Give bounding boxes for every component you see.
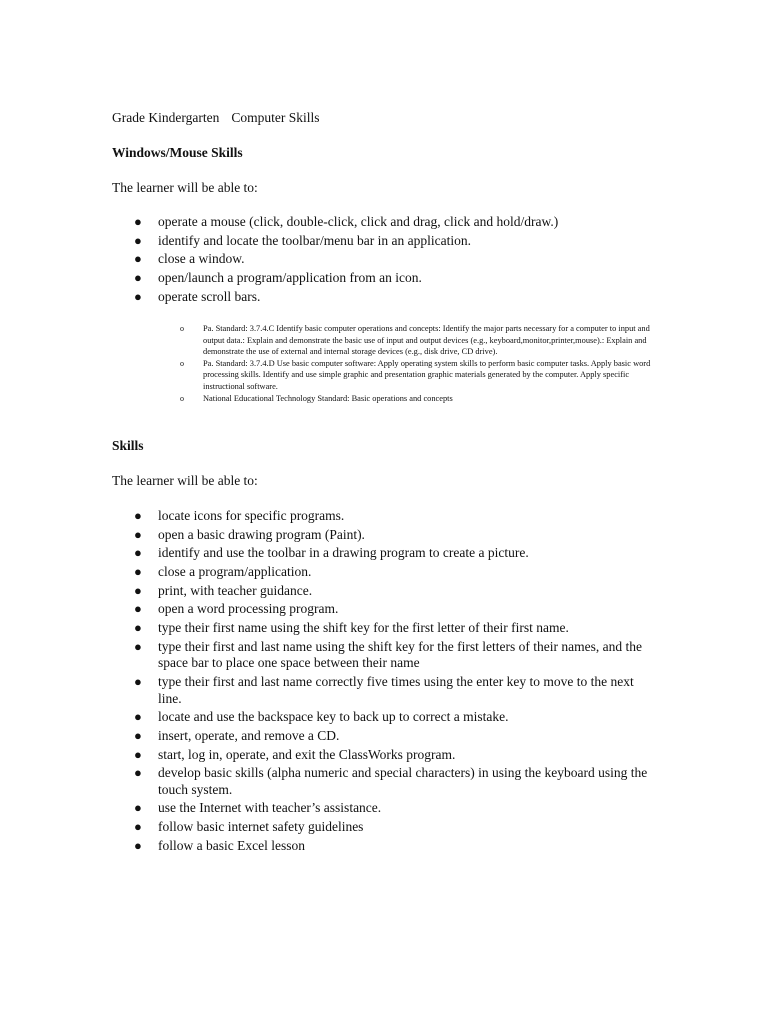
standard-item: o National Educational Technology Standard: Basic operations and concepts bbox=[180, 393, 453, 403]
bullet-icon: ● bbox=[134, 709, 142, 725]
circle-bullet-icon: o bbox=[180, 324, 184, 333]
list-item: ● identify and locate the toolbar/menu bar in an application. bbox=[134, 232, 472, 248]
standards-list bbox=[180, 323, 660, 404]
bullet-icon: ● bbox=[134, 746, 142, 762]
list-item: ● operate a mouse (click, double-click, click and drag, click and hold/draw.) bbox=[134, 214, 559, 229]
list-item: ● open a word processing program. bbox=[134, 601, 339, 617]
standard-item: o Pa. Standard: 3.7.4.C Identify basic computer operations and concepts: Identify the major parts necessary for a computer to input and output data.: Explain and demonstrate the basic use of input and output devices (e.g., keyboard,monitor,printer,mouse).: Explain and demonstrate the use of external and internal storage devices (e.g., disk drive, CD drive). bbox=[180, 324, 650, 357]
list-item: ● start, log in, operate, and exit the ClassWorks program. bbox=[134, 746, 456, 762]
skills-list bbox=[112, 508, 652, 857]
list-item: ● locate icons for specific programs. bbox=[134, 508, 345, 523]
bullet-icon: ● bbox=[134, 564, 142, 580]
bullet-icon: ● bbox=[134, 837, 142, 853]
list-item: ● use the Internet with teacher’s assistance. bbox=[134, 800, 382, 816]
bullet-icon: ● bbox=[134, 270, 142, 286]
bullet-icon: ● bbox=[134, 526, 142, 542]
windows-mouse-skills-list bbox=[112, 214, 652, 307]
standard-item: o Pa. Standard: 3.7.4.D Use basic computer software: Apply operating system skills to perform basic computer tasks. Apply basic word processing skills. Identify and use simple graphic and presentation graphic materials generated by the computer. Apply specific instructional software. bbox=[180, 358, 651, 391]
list-item: ● type their first and last name correctly five times using the enter key to move to the next line. bbox=[134, 674, 634, 706]
bullet-icon: ● bbox=[134, 601, 142, 617]
bullet-icon: ● bbox=[134, 251, 142, 267]
list-item: ● type their first name using the shift key for the first letter of their first name. bbox=[134, 620, 569, 636]
bullet-icon: ● bbox=[134, 582, 142, 598]
bullet-icon: ● bbox=[134, 620, 142, 636]
bullet-icon: ● bbox=[134, 214, 142, 229]
circle-bullet-icon: o bbox=[180, 358, 184, 368]
section-intro: The learner will be able to: bbox=[112, 473, 258, 488]
list-item: ● insert, operate, and remove a CD. bbox=[134, 727, 340, 743]
section-heading-skills: Skills bbox=[112, 438, 144, 453]
list-item: ● follow basic internet safety guidelines bbox=[134, 819, 364, 835]
bullet-icon: ● bbox=[134, 819, 142, 835]
subject-label: Computer Skills bbox=[231, 110, 320, 125]
section-intro: The learner will be able to: bbox=[112, 180, 258, 195]
list-item: ● close a window. bbox=[134, 251, 245, 267]
list-item: ● develop basic skills (alpha numeric and special characters) in using the keyboard using the touch system. bbox=[134, 765, 648, 797]
list-item: ● operate scroll bars. bbox=[134, 288, 261, 304]
list-item: ● open a basic drawing program (Paint). bbox=[134, 526, 365, 542]
bullet-icon: ● bbox=[134, 232, 142, 248]
section-heading-windows-mouse: Windows/Mouse Skills bbox=[112, 145, 243, 160]
list-item: ● close a program/application. bbox=[134, 564, 312, 580]
list-item: ● type their first and last name using the shift key for the first letters of their names, and the space bar to place one space between their name bbox=[134, 638, 642, 671]
list-item: ● open/launch a program/application from an icon. bbox=[134, 270, 422, 286]
bullet-icon: ● bbox=[134, 508, 142, 523]
list-item: ● follow a basic Excel lesson bbox=[134, 837, 305, 853]
document-title bbox=[112, 109, 319, 126]
list-item: ● locate and use the backspace key to back up to correct a mistake. bbox=[134, 709, 509, 725]
bullet-icon: ● bbox=[134, 288, 142, 304]
bullet-icon: ● bbox=[134, 765, 142, 781]
bullet-icon: ● bbox=[134, 727, 142, 743]
bullet-icon: ● bbox=[134, 674, 142, 689]
list-item: ● print, with teacher guidance. bbox=[134, 582, 313, 598]
circle-bullet-icon: o bbox=[180, 393, 184, 403]
bullet-icon: ● bbox=[134, 800, 142, 816]
grade-label: Grade Kindergarten bbox=[112, 110, 220, 125]
bullet-icon: ● bbox=[134, 545, 142, 561]
bullet-icon: ● bbox=[134, 638, 142, 654]
list-item: ● identify and use the toolbar in a drawing program to create a picture. bbox=[134, 545, 529, 561]
